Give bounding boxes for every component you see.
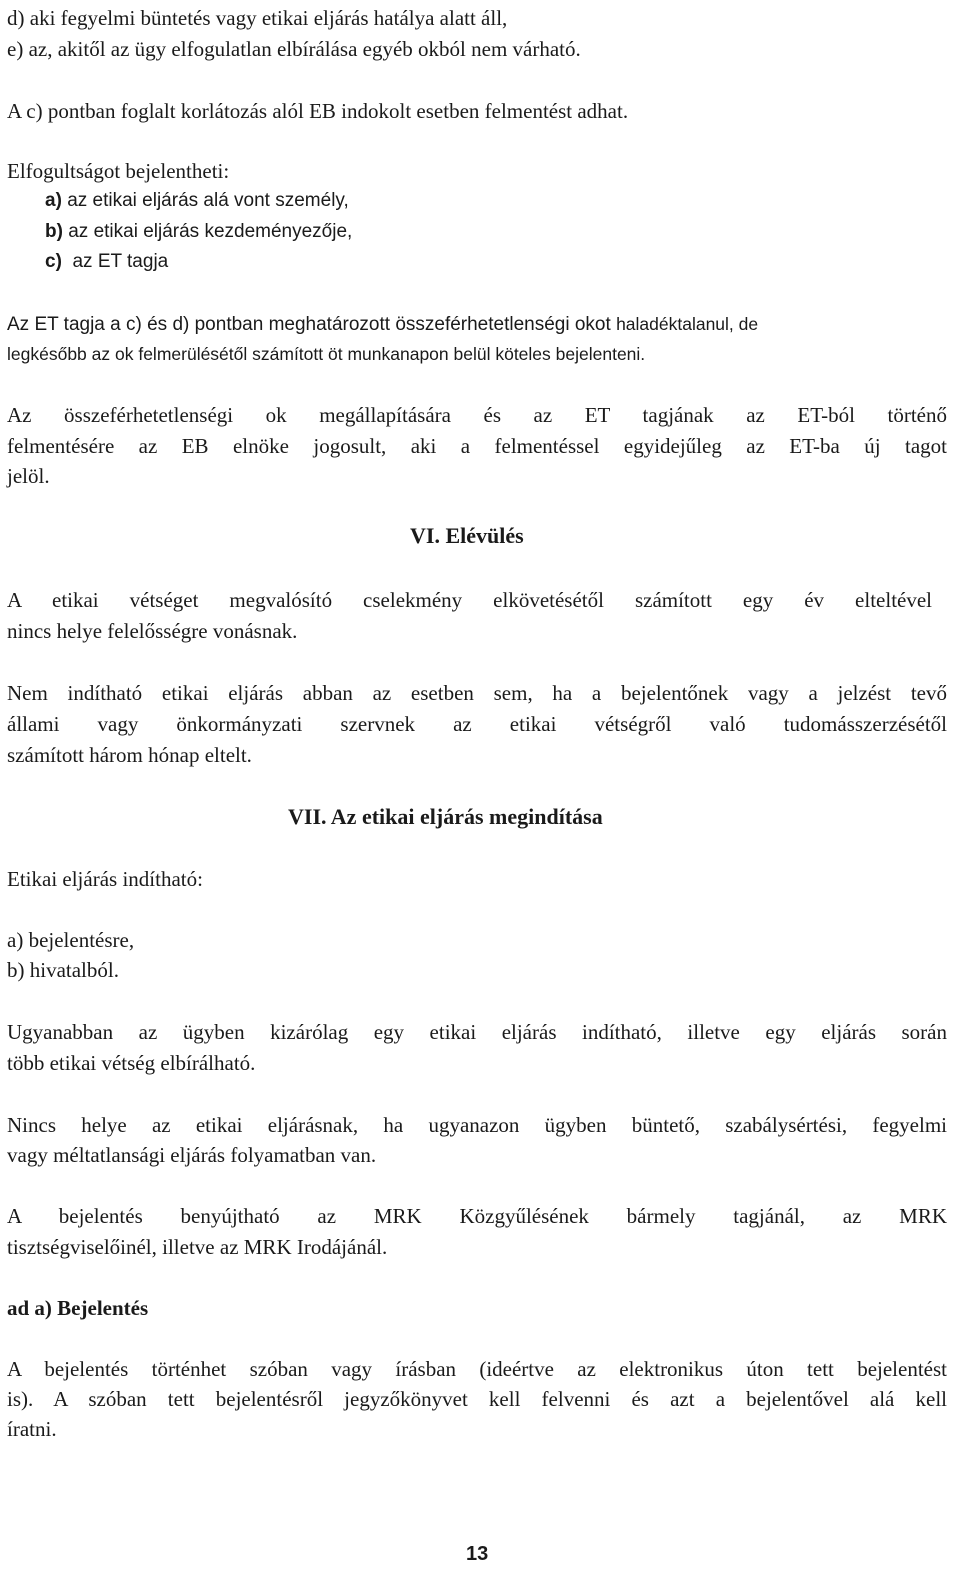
limitation-line-1: A etikai vétséget megvalósító cselekmény elkövetésétől számított egy év elteltével (7, 588, 932, 612)
submit-line-1: A bejelentés benyújtható az MRK Közgyűlésének bármely tagjánál, az MRK (7, 1204, 947, 1228)
release-paragraph-line-2: felmentésére az EB elnöke jogosult, aki a felmentéssel egyidejűleg az ET-ba új tagot (7, 434, 947, 458)
start-intro: Etikai eljárás indítható: (7, 867, 203, 891)
release-paragraph-line-3: jelöl. (7, 464, 50, 488)
conflict-line-2: legkésőbb az ok felmerülésétől számított öt munkanapon belül köteles bejelenteni. (7, 344, 646, 364)
same-case-line-1: Ugyanabban az ügyben kizárólag egy etikai eljárás indítható, illetve egy eljárás során (7, 1020, 947, 1044)
same-case-line-2: több etikai vétség elbírálható. (7, 1051, 256, 1075)
limitation-line-2: nincs helye felelősségre vonásnak. (7, 619, 298, 643)
bias-item-marker: c) (45, 251, 62, 272)
page-number: 13 (466, 1543, 489, 1565)
bias-item-text: az ET tagja (72, 251, 169, 272)
no-place-line-1: Nincs helye az etikai eljárásnak, ha ugyanazon ügyben büntető, szabálysértési, fegyelmi (7, 1113, 947, 1137)
section-heading-vi: VI. Elévülés (410, 523, 524, 548)
start-item-b: b) hivatalból. (7, 958, 119, 982)
report-line-2: is). A szóban tett bejelentésről jegyzőkönyvet kell felvenni és azt a bejelentővel alá kell (7, 1387, 947, 1411)
bias-item-c (45, 249, 168, 275)
bias-item-marker: a) (45, 190, 62, 211)
section-heading-vii: VII. Az etikai eljárás megindítása (288, 804, 603, 829)
sub-heading-report: ad a) Bejelentés (7, 1296, 149, 1320)
bias-item-text: az etikai eljárás kezdeményezője, (68, 221, 353, 242)
exemption-paragraph: A c) pontban foglalt korlátozás alól EB indokolt esetben felmentést adhat. (7, 99, 629, 123)
limitation2-line-3: számított három hónap eltelt. (7, 743, 252, 767)
release-paragraph-line-1: Az összeférhetetlenségi ok megállapítására és az ET tagjának az ET-ból történő (7, 403, 947, 427)
conflict-line-1 (7, 311, 758, 338)
conflict-line-1-a: Az ET tagja a c) és d) pontban meghatározott összeférhetetlenségi okot (7, 314, 611, 335)
conflict-line-1-b: haladéktalanul, de (616, 314, 759, 334)
submit-line-2: tisztségviselőinél, illetve az MRK Irodájánál. (7, 1235, 388, 1259)
list-item-d: d) aki fegyelmi büntetés vagy etikai eljárás hatálya alatt áll, (7, 6, 508, 30)
bias-item-a (45, 188, 349, 214)
report-line-3: íratni. (7, 1417, 57, 1441)
bias-item-text: az etikai eljárás alá vont személy, (67, 190, 349, 211)
list-item-e: e) az, akitől az ügy elfogulatlan elbírálása egyéb okból nem várható. (7, 37, 581, 61)
limitation2-line-2: állami vagy önkormányzati szervnek az etikai vétségről való tudomásszerzésétől (7, 712, 947, 736)
start-item-a: a) bejelentésre, (7, 928, 135, 952)
no-place-line-2: vagy méltatlansági eljárás folyamatban van. (7, 1143, 377, 1167)
report-line-1: A bejelentés történhet szóban vagy írásban (ideértve az elektronikus úton tett bejelentést (7, 1357, 947, 1381)
limitation2-line-1: Nem indítható etikai eljárás abban az esetben sem, ha a bejelentőnek vagy a jelzést tevő (7, 681, 947, 705)
bias-intro: Elfogultságot bejelentheti: (7, 159, 230, 183)
bias-item-marker: b) (45, 221, 63, 242)
bias-item-b (45, 219, 352, 245)
